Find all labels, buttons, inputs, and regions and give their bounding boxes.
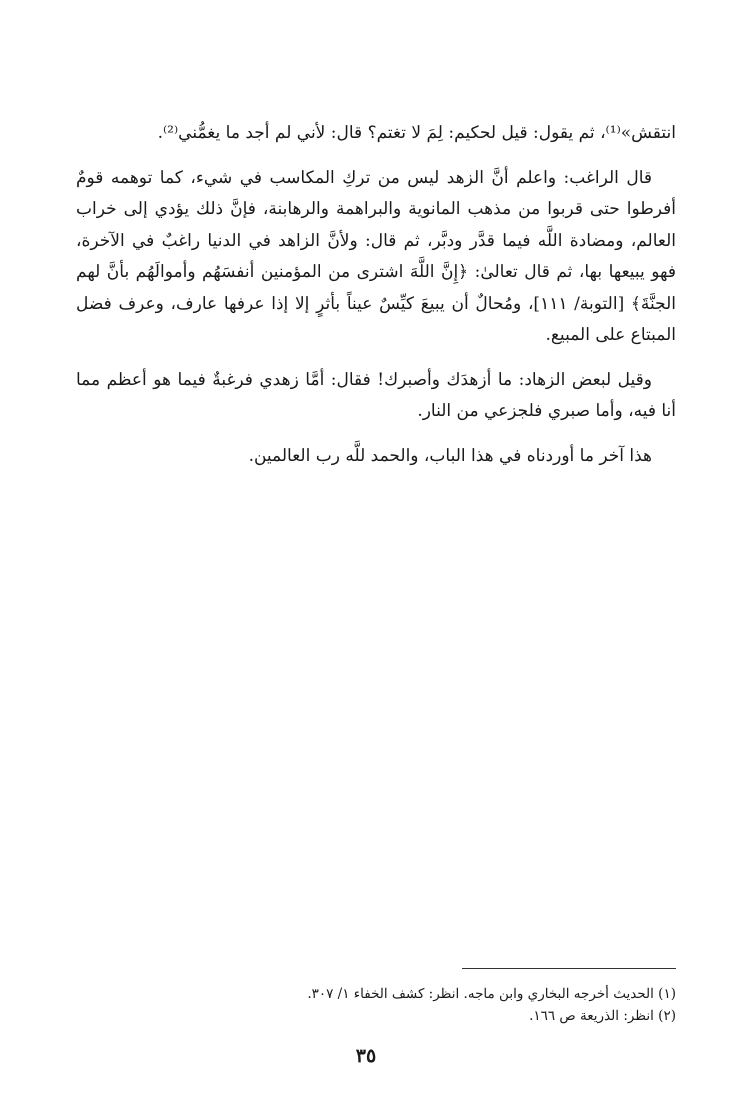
- footnote-2: (٢) انظر: الذريعة ص ١٦٦.: [529, 1008, 676, 1024]
- footnote-1: (١) الحديث أخرجه البخاري وابن ماجه. انظر: كشف الخفاء ١/ ٣٠٧.: [307, 986, 676, 1002]
- main-text: [76, 118, 676, 472]
- paragraph-closing: هذا آخر ما أوردناه في هذا الباب، والحمد للَّه رب العالمين.: [248, 445, 652, 466]
- paragraph-zuhhad: وقيل لبعض الزهاد: ما أزهدَك وأصبرك! فقال: أمَّا زهدي فرغبةٌ فيما هو أعظم مما أنا فيه، وأما صبري فلجزعي من النار.: [76, 369, 676, 421]
- page-number: ٣٥: [355, 1045, 377, 1067]
- footnotes: [76, 968, 676, 1027]
- paragraph-raghib: قال الراغب: واعلم أنَّ الزهد ليس من تركِ المكاسب في شيء، كما توهمه قومٌ أفرطوا حتى قربوا من مذهب المانوية والبراهمة والرهابنة، فإنَّ ذلك يؤدي إلى خراب العالم، ومضادة اللَّه فيما قدَّر ودبَّر، ثم قال: ولأنَّ الزاهد في الدنيا راغبٌ في الآخرة، فهو يبيعها بها، ثم قال تعالىٰ: ﴿إِنَّ اللَّهَ اشترى من المؤمنين أنفسَهُم وأموالَهُم بأنَّ لهم الجنَّةَ﴾ [التوبة/ ١١١]، ومُحالٌ أن يبيعَ كيِّسٌ عيناً بأثرٍ إلا إذا عرفها عارف، وعرف فضل المبتاع على المبيع.: [76, 167, 676, 345]
- paragraph-continuation: انتقش»⁽¹⁾، ثم يقول: قيل لحكيم: لِمَ لا تغتم؟ قال: لأني لم أجد ما يغمُّني⁽²⁾.: [157, 123, 676, 143]
- footnote-divider: [462, 968, 676, 969]
